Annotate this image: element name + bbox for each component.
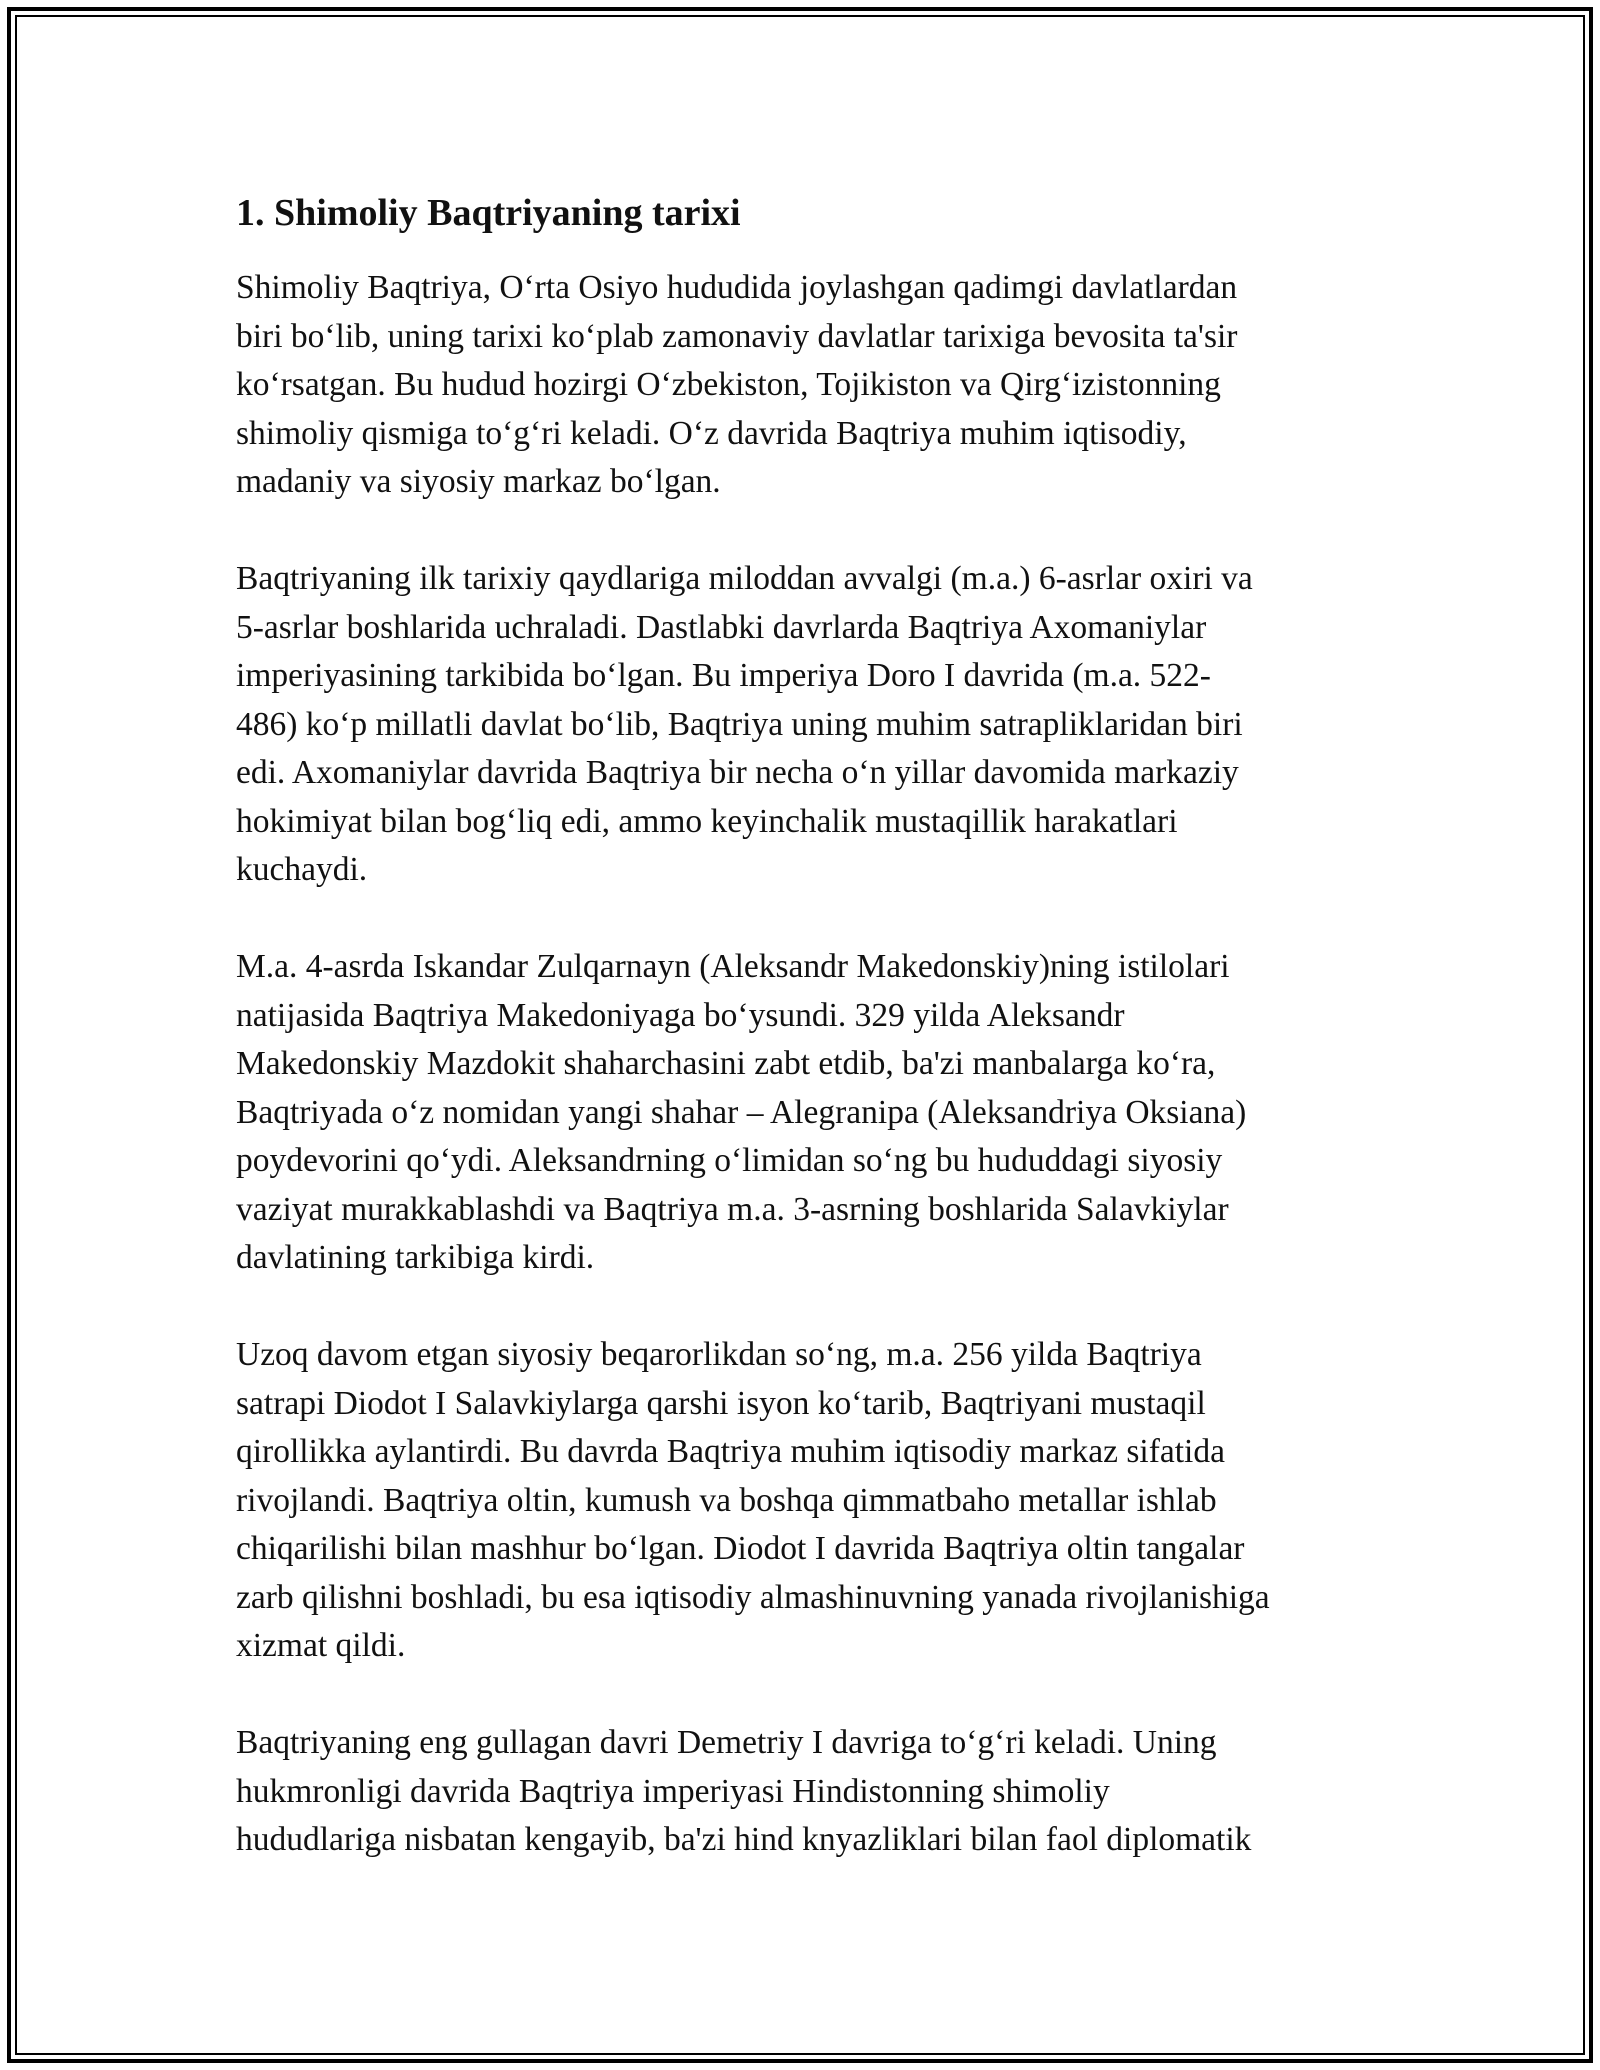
- paragraph-line: poydevorini qo‘ydi. Aleksandrning o‘limidan so‘ng bu hududdagi siyosiy: [236, 1142, 1223, 1179]
- paragraph-line: vaziyat murakkablashdi va Baqtriya m.a. 3-asrning boshlarida Salavkiylar: [236, 1190, 1229, 1228]
- paragraph-line: hududlariga nisbatan kengayib, ba'zi hind knyazliklari bilan faol diplomatik: [236, 1821, 1252, 1858]
- paragraph-line: biri bo‘lib, uning tarixi ko‘plab zamonaviy davlatlar tarixiga bevosita ta'sir: [236, 317, 1238, 355]
- paragraph-line: Baqtriyada o‘z nomidan yangi shahar – Alegranipa (Aleksandriya Oksiana): [236, 1093, 1247, 1131]
- document-body: [236, 184, 1386, 1913]
- paragraph-line: edi. Axomaniylar davrida Baqtriya bir necha o‘n yillar davomida markaziy: [236, 754, 1239, 791]
- paragraph-line: 486) ko‘p millatli davlat bo‘lib, Baqtriya uning muhim satrapliklaridan biri: [236, 705, 1243, 743]
- paragraph-line: zarb qilishni boshladi, bu esa iqtisodiy almashinuvning yanada rivojlanishiga: [236, 1578, 1270, 1616]
- paragraph-1: [236, 264, 1386, 507]
- paragraph-line: imperiyasining tarkibida bo‘lgan. Bu imperiya Doro I davrida (m.a. 522-: [236, 657, 1211, 694]
- paragraph-line: hukmronligi davrida Baqtriya imperiyasi Hindistonning shimoliy: [236, 1772, 1110, 1810]
- paragraph-2: [236, 555, 1386, 895]
- paragraph-line: shimoliy qismiga to‘g‘ri keladi. O‘z davrida Baqtriya muhim iqtisodiy,: [236, 414, 1187, 452]
- paragraph-line: Makedonskiy Mazdokit shaharchasini zabt etdib, ba'zi manbalarga ko‘ra,: [236, 1045, 1216, 1082]
- paragraph-line: satrapi Diodot I Salavkiylarga qarshi isyon ko‘tarib, Baqtriyani mustaqil: [236, 1384, 1206, 1422]
- section-heading: 1. Shimoliy Baqtriyaning tarixi: [236, 192, 741, 234]
- paragraph-line: M.a. 4-asrda Iskandar Zulqarnayn (Aleksandr Makedonskiy)ning istilolari: [236, 948, 1230, 985]
- paragraph-line: xizmat qildi.: [236, 1627, 406, 1664]
- paragraph-line: Uzoq davom etgan siyosiy beqarorlikdan so‘ng, m.a. 256 yilda Baqtriya: [236, 1336, 1202, 1373]
- paragraph-line: kuchaydi.: [236, 851, 368, 888]
- paragraph-line: hokimiyat bilan bog‘liq edi, ammo keyinchalik mustaqillik harakatlari: [236, 802, 1178, 840]
- paragraph-line: rivojlandi. Baqtriya oltin, kumush va boshqa qimmatbaho metallar ishlab: [236, 1481, 1217, 1519]
- paragraph-line: Shimoliy Baqtriya, O‘rta Osiyo hududida joylashgan qadimgi davlatlardan: [236, 269, 1238, 306]
- paragraph-line: natijasida Baqtriya Makedoniyaga bo‘ysundi. 329 yilda Aleksandr: [236, 996, 1125, 1034]
- paragraph-5: [236, 1719, 1386, 1865]
- paragraph-line: ko‘rsatgan. Bu hudud hozirgi O‘zbekiston, Tojikiston va Qirg‘izistonning: [236, 366, 1221, 403]
- paragraph-line: davlatining tarkibiga kirdi.: [236, 1239, 595, 1276]
- paragraph-line: Baqtriyaning ilk tarixiy qaydlariga miloddan avvalgi (m.a.) 6-asrlar oxiri va: [236, 560, 1253, 597]
- paragraph-line: 5-asrlar boshlarida uchraladi. Dastlabki davrlarda Baqtriya Axomaniylar: [236, 608, 1207, 646]
- paragraph-line: chiqarilishi bilan mashhur bo‘lgan. Diodot I davrida Baqtriya oltin tangalar: [236, 1530, 1245, 1567]
- paragraph-3: [236, 943, 1386, 1283]
- paragraph-4: [236, 1331, 1386, 1671]
- paragraph-line: Baqtriyaning eng gullagan davri Demetriy I davriga to‘g‘ri keladi. Uning: [236, 1724, 1217, 1761]
- paragraph-line: madaniy va siyosiy markaz bo‘lgan.: [236, 463, 721, 500]
- paragraph-line: qirollikka aylantirdi. Bu davrda Baqtriya muhim iqtisodiy markaz sifatida: [236, 1433, 1225, 1470]
